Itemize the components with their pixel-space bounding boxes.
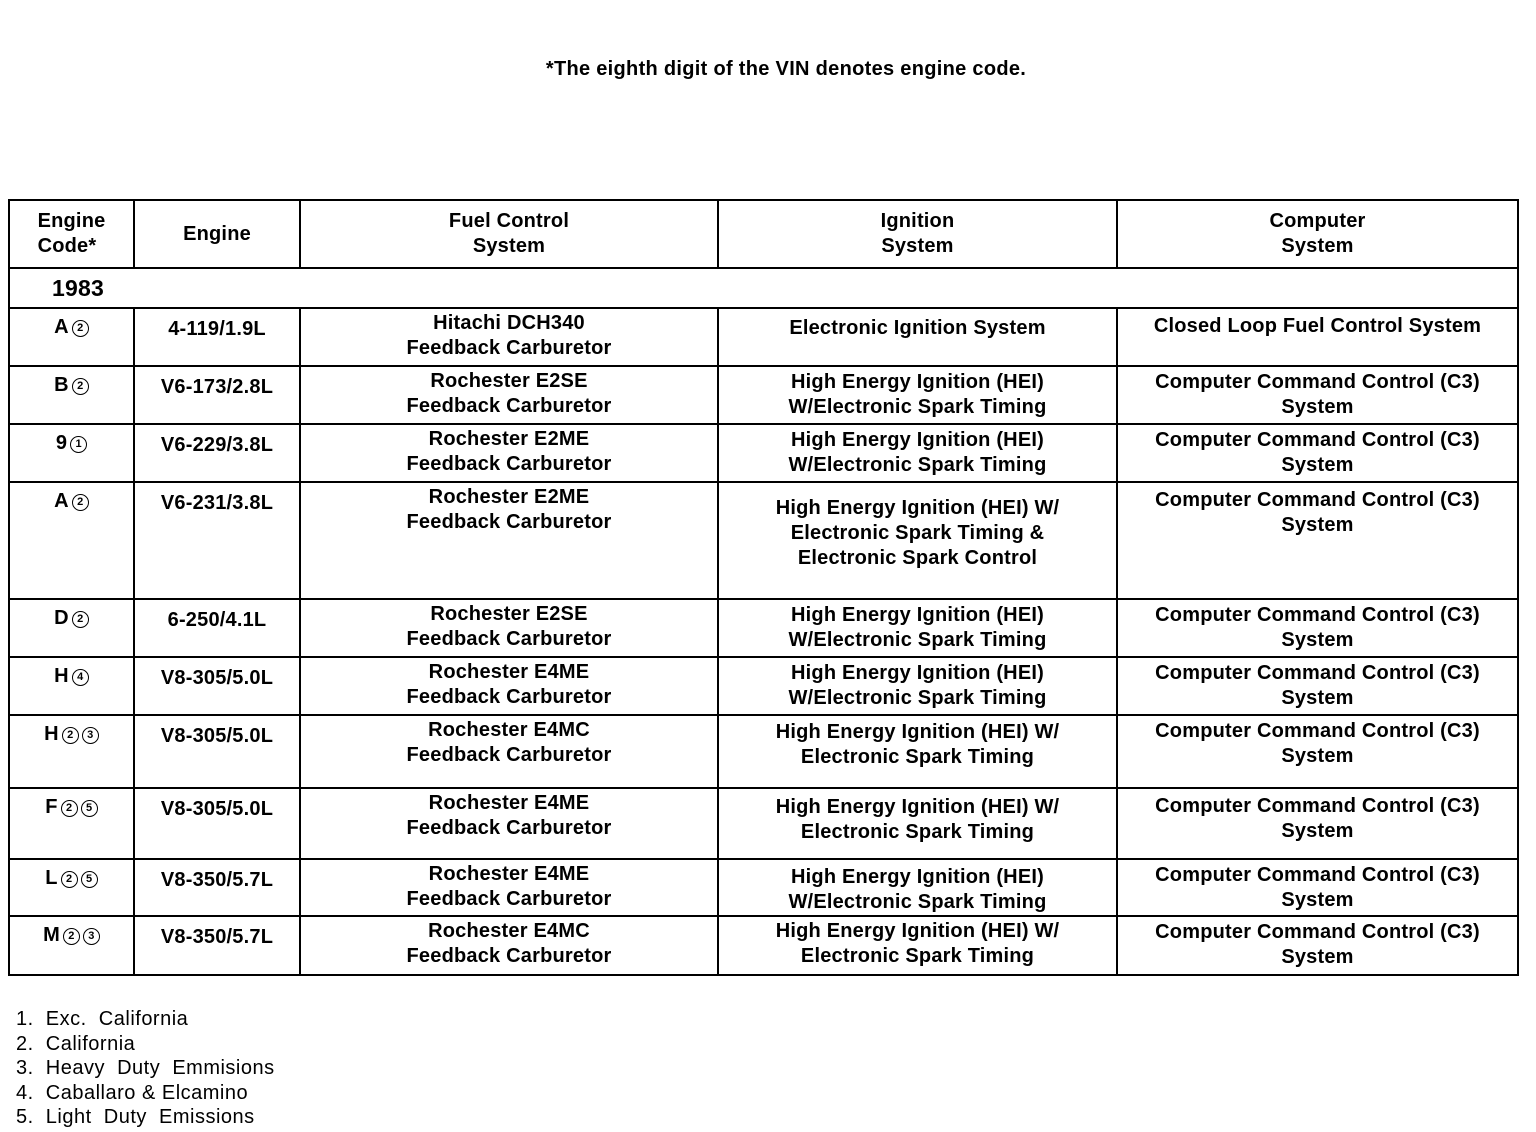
engine-code-cell: 9 1 bbox=[9, 424, 134, 482]
ignition-cell: High Energy Ignition (HEI) W/ Electronic Spark Timing bbox=[718, 916, 1117, 975]
footnote-ref-marker: 3 bbox=[83, 928, 100, 945]
model-year: 1983 bbox=[9, 268, 1518, 308]
table-row bbox=[9, 916, 1518, 975]
table-row bbox=[9, 599, 1518, 657]
footnote-ref-marker: 2 bbox=[61, 800, 78, 817]
fuel-control-cell: Rochester E4ME Feedback Carburetor bbox=[300, 788, 718, 859]
ignition-cell: Electronic Ignition System bbox=[718, 308, 1117, 366]
footnote-ref-marker: 2 bbox=[61, 871, 78, 888]
ignition-cell: High Energy Ignition (HEI) W/ Electronic Spark Timing bbox=[718, 715, 1117, 788]
table-row bbox=[9, 308, 1518, 366]
table-row bbox=[9, 482, 1518, 599]
ignition-cell: High Energy Ignition (HEI) W/Electronic Spark Timing bbox=[718, 424, 1117, 482]
computer-cell: Computer Command Control (C3) System bbox=[1117, 424, 1518, 482]
header-fuel-control-system: Fuel Control System bbox=[300, 200, 718, 268]
engine-cell: 6-250/4.1L bbox=[134, 599, 300, 657]
computer-cell: Computer Command Control (C3) System bbox=[1117, 657, 1518, 715]
year-row bbox=[9, 268, 1518, 308]
footnote-ref-marker: 2 bbox=[62, 727, 79, 744]
engine-cell: V8-350/5.7L bbox=[134, 859, 300, 916]
engine-cell: V8-305/5.0L bbox=[134, 657, 300, 715]
footnote-item: 1. Exc. California bbox=[16, 1008, 189, 1030]
footnote-ref-marker: 4 bbox=[72, 669, 89, 686]
footnote-ref-marker: 2 bbox=[63, 928, 80, 945]
computer-cell: Computer Command Control (C3) System bbox=[1117, 482, 1518, 599]
engine-code-cell: H 2 3 bbox=[9, 715, 134, 788]
ignition-cell: High Energy Ignition (HEI) W/ Electronic Spark Timing & Electronic Spark Control bbox=[718, 482, 1117, 599]
fuel-control-cell: Rochester E2ME Feedback Carburetor bbox=[300, 482, 718, 599]
table-row bbox=[9, 859, 1518, 916]
ignition-cell: High Energy Ignition (HEI) W/Electronic Spark Timing bbox=[718, 366, 1117, 424]
engine-code-cell: M 2 3 bbox=[9, 916, 134, 975]
footnote-item: 3. Heavy Duty Emmisions bbox=[16, 1057, 275, 1079]
fuel-control-cell: Rochester E4ME Feedback Carburetor bbox=[300, 859, 718, 916]
computer-cell: Closed Loop Fuel Control System bbox=[1117, 308, 1518, 366]
engine-code-cell: L 2 5 bbox=[9, 859, 134, 916]
footnote-ref-marker: 2 bbox=[72, 494, 89, 511]
header-computer-system: Computer System bbox=[1117, 200, 1518, 268]
footnote-item: 5. Light Duty Emissions bbox=[16, 1106, 255, 1128]
fuel-control-cell: Rochester E2SE Feedback Carburetor bbox=[300, 599, 718, 657]
ignition-cell: High Energy Ignition (HEI) W/Electronic Spark Timing bbox=[718, 599, 1117, 657]
computer-cell: Computer Command Control (C3) System bbox=[1117, 916, 1518, 975]
header-row bbox=[9, 200, 1518, 268]
footnote-ref-marker: 2 bbox=[72, 378, 89, 395]
computer-cell: Computer Command Control (C3) System bbox=[1117, 788, 1518, 859]
ignition-cell: High Energy Ignition (HEI) W/Electronic Spark Timing bbox=[718, 859, 1117, 916]
footnote-item: 2. California bbox=[16, 1032, 136, 1055]
computer-cell: Computer Command Control (C3) System bbox=[1117, 715, 1518, 788]
engine-specifications-table bbox=[8, 199, 1519, 976]
computer-cell: Computer Command Control (C3) System bbox=[1117, 859, 1518, 916]
computer-cell: Computer Command Control (C3) System bbox=[1117, 366, 1518, 424]
fuel-control-cell: Hitachi DCH340 Feedback Carburetor bbox=[300, 308, 718, 366]
engine-cell: V8-305/5.0L bbox=[134, 715, 300, 788]
engine-code-cell: B 2 bbox=[9, 366, 134, 424]
engine-cell: 4-119/1.9L bbox=[134, 308, 300, 366]
table-row bbox=[9, 788, 1518, 859]
table-row bbox=[9, 657, 1518, 715]
footnote-ref-marker: 2 bbox=[72, 320, 89, 337]
engine-cell: V6-231/3.8L bbox=[134, 482, 300, 599]
engine-cell: V6-229/3.8L bbox=[134, 424, 300, 482]
engine-cell: V6-173/2.8L bbox=[134, 366, 300, 424]
header-ignition-system: Ignition System bbox=[718, 200, 1117, 268]
header-engine: Engine bbox=[134, 200, 300, 268]
engine-code-cell: A 2 bbox=[9, 308, 134, 366]
engine-code-cell: D 2 bbox=[9, 599, 134, 657]
fuel-control-cell: Rochester E4MC Feedback Carburetor bbox=[300, 715, 718, 788]
engine-code-cell: A 2 bbox=[9, 482, 134, 599]
fuel-control-cell: Rochester E4MC Feedback Carburetor bbox=[300, 916, 718, 975]
footnote-ref-marker: 1 bbox=[70, 436, 87, 453]
footnote-item: 4. Caballaro & Elcamino bbox=[16, 1081, 249, 1104]
table-row bbox=[9, 366, 1518, 424]
fuel-control-cell: Rochester E2SE Feedback Carburetor bbox=[300, 366, 718, 424]
fuel-control-cell: Rochester E4ME Feedback Carburetor bbox=[300, 657, 718, 715]
table-row bbox=[9, 715, 1518, 788]
engine-cell: V8-350/5.7L bbox=[134, 916, 300, 975]
ignition-cell: High Energy Ignition (HEI) W/ Electronic Spark Timing bbox=[718, 788, 1117, 859]
footnote-ref-marker: 5 bbox=[81, 871, 98, 888]
table-row bbox=[9, 424, 1518, 482]
ignition-cell: High Energy Ignition (HEI) W/Electronic Spark Timing bbox=[718, 657, 1117, 715]
engine-cell: V8-305/5.0L bbox=[134, 788, 300, 859]
footnote-ref-marker: 5 bbox=[81, 800, 98, 817]
footnote-ref-marker: 2 bbox=[72, 611, 89, 628]
footnote-ref-marker: 3 bbox=[82, 727, 99, 744]
fuel-control-cell: Rochester E2ME Feedback Carburetor bbox=[300, 424, 718, 482]
engine-code-cell: F 2 5 bbox=[9, 788, 134, 859]
footnotes-list bbox=[16, 1007, 275, 1130]
computer-cell: Computer Command Control (C3) System bbox=[1117, 599, 1518, 657]
engine-code-cell: H 4 bbox=[9, 657, 134, 715]
vin-engine-code-note: *The eighth digit of the VIN denotes engine code. bbox=[545, 58, 1027, 80]
header-engine-code: Engine Code* bbox=[9, 200, 134, 268]
